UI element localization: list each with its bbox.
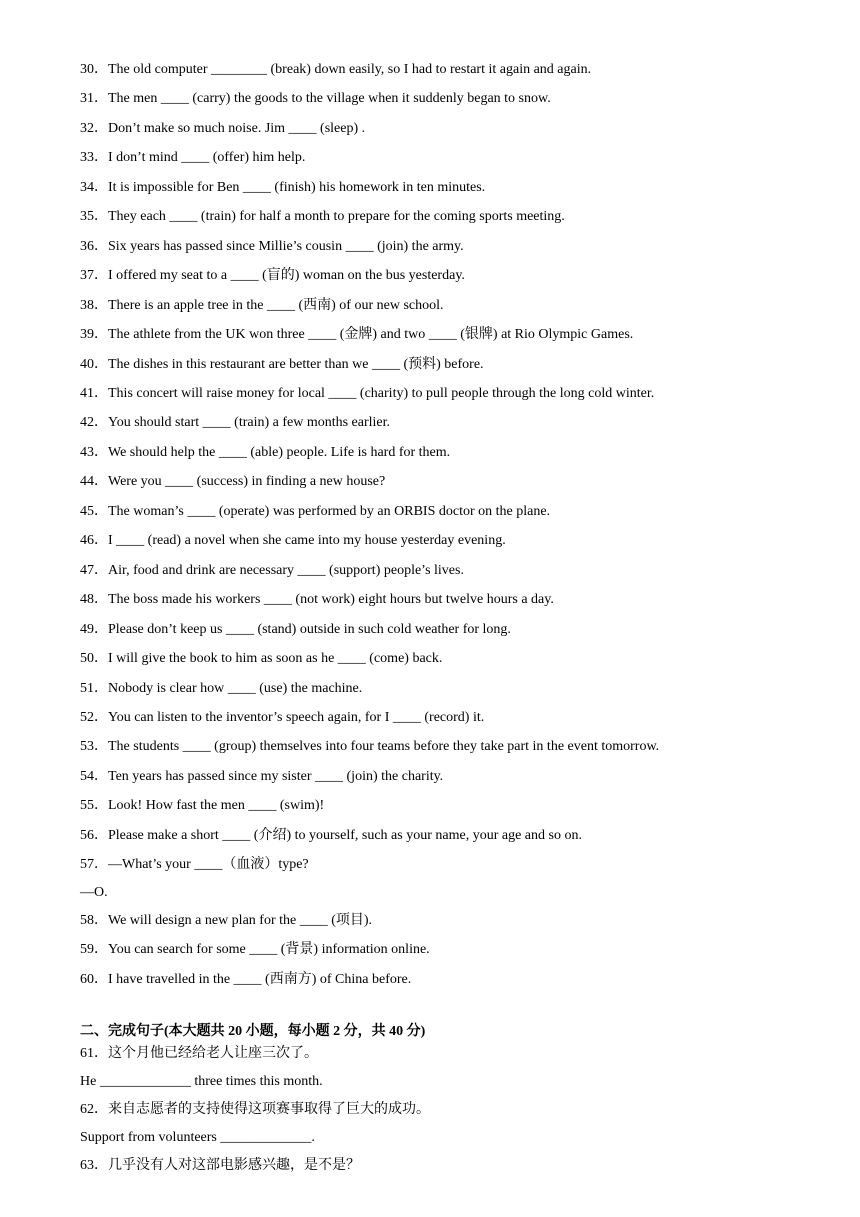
question-line: [80, 208, 565, 226]
question-number: 50．: [80, 651, 108, 666]
question-number: 59．: [80, 942, 108, 957]
question-line: [80, 1045, 318, 1063]
question-line: [80, 768, 443, 786]
question-line: [80, 444, 450, 462]
question-number: 40．: [80, 357, 108, 372]
question-number: 37．: [80, 268, 108, 283]
question-line: [80, 1101, 430, 1119]
question-text: You can listen to the inventor’s speech again, for I ____ (record) it.: [108, 710, 485, 725]
question-text: 来自志愿者的支持使得这项赛事取得了巨大的成功。: [108, 1102, 430, 1117]
question-number: 39．: [80, 327, 108, 342]
question-number: 61．: [80, 1046, 108, 1061]
question-text: He _____________ three times this month.: [80, 1074, 323, 1089]
question-number: 46．: [80, 533, 108, 548]
question-number: 63．: [80, 1158, 108, 1173]
question-line: [80, 1157, 360, 1175]
question-line: [80, 149, 305, 167]
question-number: 57．: [80, 857, 108, 872]
question-line: [80, 297, 444, 315]
question-line: [80, 912, 372, 930]
question-text: I will give the book to him as soon as he ____ (come) back.: [108, 651, 443, 666]
question-line: [80, 1073, 323, 1091]
question-line: [80, 267, 465, 285]
question-line: [80, 856, 309, 874]
question-line: [80, 385, 654, 403]
question-line: [80, 884, 108, 902]
question-line: [80, 503, 550, 521]
question-text: I ____ (read) a novel when she came into my house yesterday evening.: [108, 533, 506, 548]
question-text: There is an apple tree in the ____ (西南) of our new school.: [108, 298, 444, 313]
question-line: [80, 738, 659, 756]
question-number: 52．: [80, 710, 108, 725]
question-text: You should start ____ (train) a few months earlier.: [108, 415, 391, 430]
question-number: 35．: [80, 209, 108, 224]
question-line: [80, 61, 591, 79]
question-text: Look! How fast the men ____ (swim)!: [108, 798, 325, 813]
question-number: 31．: [80, 91, 108, 106]
question-line: [80, 179, 485, 197]
question-text: Please make a short ____ (介绍) to yourself, such as your name, your age and so on.: [108, 828, 582, 843]
question-line: [80, 709, 484, 727]
question-line: [80, 90, 551, 108]
question-line: [80, 120, 365, 138]
question-text: They each ____ (train) for half a month to prepare for the coming sports meeting.: [108, 209, 565, 224]
question-number: 48．: [80, 592, 108, 607]
question-text: The men ____ (carry) the goods to the village when it suddenly began to snow.: [108, 91, 551, 106]
question-text: Please don’t keep us ____ (stand) outside in such cold weather for long.: [108, 622, 511, 637]
question-text: Nobody is clear how ____ (use) the machine.: [108, 681, 363, 696]
question-line: [80, 414, 390, 432]
question-number: 32．: [80, 121, 108, 136]
question-number: 36．: [80, 239, 108, 254]
question-text: Air, food and drink are necessary ____ (support) people’s lives.: [108, 563, 464, 578]
question-number: 34．: [80, 180, 108, 195]
question-number: 30．: [80, 62, 108, 77]
question-number: 47．: [80, 563, 108, 578]
question-text: The old computer ________ (break) down easily, so I had to restart it again and again.: [108, 62, 592, 77]
question-number: 53．: [80, 739, 108, 754]
question-text: Ten years has passed since my sister ____ (join) the charity.: [108, 769, 444, 784]
question-line: [80, 562, 464, 580]
question-text: I don’t mind ____ (offer) him help.: [108, 150, 306, 165]
question-number: 44．: [80, 474, 108, 489]
question-number: 42．: [80, 415, 108, 430]
question-text: We should help the ____ (able) people. Life is hard for them.: [108, 445, 451, 460]
question-text: The athlete from the UK won three ____ (金牌) and two ____ (银牌) at Rio Olympic Games.: [108, 327, 634, 342]
question-text: I have travelled in the ____ (西南方) of China before.: [108, 972, 412, 987]
question-line: [80, 971, 411, 989]
question-line: [80, 238, 464, 256]
question-text: This concert will raise money for local ____ (charity) to pull people through the long cold winter.: [108, 386, 655, 401]
question-number: 55．: [80, 798, 108, 813]
question-text: —What’s your ____（血液）type?: [108, 857, 309, 872]
question-number: 41．: [80, 386, 108, 401]
question-text: The woman’s ____ (operate) was performed by an ORBIS doctor on the plane.: [108, 504, 551, 519]
question-text: The boss made his workers ____ (not work) eight hours but twelve hours a day.: [108, 592, 554, 607]
question-text: You can search for some ____ (背景) information online.: [108, 942, 430, 957]
question-text: Six years has passed since Millie’s cousin ____ (join) the army.: [108, 239, 464, 254]
question-text: 这个月他已经给老人让座三次了。: [108, 1046, 318, 1061]
question-line: [80, 941, 430, 959]
question-number: 45．: [80, 504, 108, 519]
question-number: 56．: [80, 828, 108, 843]
question-line: [80, 356, 484, 374]
question-line: [80, 827, 582, 845]
question-number: 38．: [80, 298, 108, 313]
question-line: [80, 680, 362, 698]
question-text: 几乎没有人对这部电影感兴趣，是不是？: [108, 1158, 360, 1173]
question-text: The dishes in this restaurant are better than we ____ (预料) before.: [108, 357, 484, 372]
question-text: We will design a new plan for the ____ (项目).: [108, 913, 373, 928]
question-number: 62．: [80, 1102, 108, 1117]
question-line: [80, 650, 442, 668]
question-number: 43．: [80, 445, 108, 460]
question-line: [80, 797, 324, 815]
question-text: Were you ____ (success) in finding a new house?: [108, 474, 386, 489]
question-number: 60．: [80, 972, 108, 987]
question-text: Support from volunteers _____________.: [80, 1130, 315, 1145]
question-number: 58．: [80, 913, 108, 928]
question-text: I offered my seat to a ____ (盲的) woman on the bus yesterday.: [108, 268, 465, 283]
question-line: [80, 532, 506, 550]
question-text: Don’t make so much noise. Jim ____ (sleep) .: [108, 121, 366, 136]
question-line: [80, 591, 554, 609]
question-line: [80, 621, 511, 639]
question-line: [80, 473, 385, 491]
question-number: 51．: [80, 681, 108, 696]
question-number: 33．: [80, 150, 108, 165]
question-number: 49．: [80, 622, 108, 637]
question-line: [80, 1129, 315, 1147]
question-text: —O.: [80, 885, 108, 900]
question-line: [80, 326, 633, 344]
question-text: The students ____ (group) themselves into four teams before they take part in the event tomorrow.: [108, 739, 660, 754]
section-2-title: 二、完成句子(本大题共 20 小题，每小题 2 分，共 40 分): [80, 1024, 426, 1039]
question-number: 54．: [80, 769, 108, 784]
question-text: It is impossible for Ben ____ (finish) his homework in ten minutes.: [108, 180, 486, 195]
